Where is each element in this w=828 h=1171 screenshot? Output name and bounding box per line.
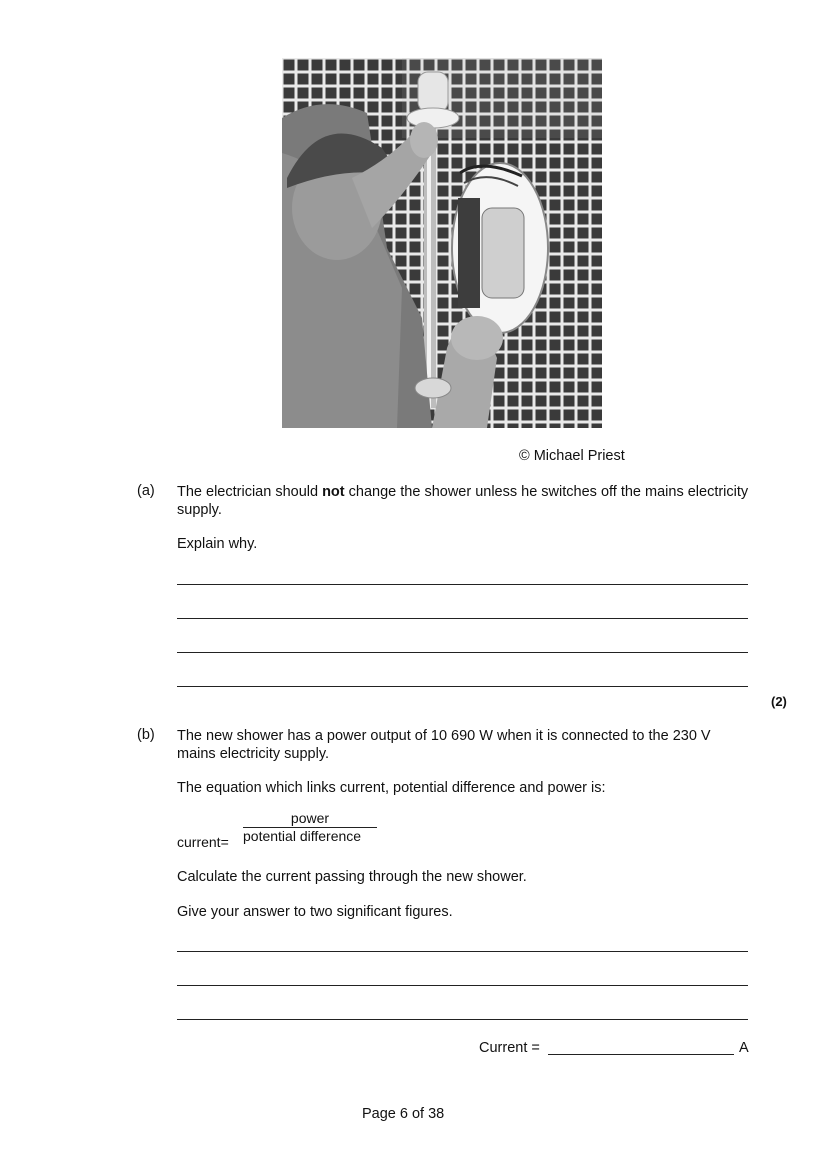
- answer-line[interactable]: [177, 652, 748, 653]
- part-b-instruction-1: Calculate the current passing through the new shower.: [177, 869, 527, 885]
- part-a-question: [177, 483, 752, 519]
- answer-line[interactable]: [177, 686, 748, 687]
- answer-line[interactable]: [177, 1019, 748, 1020]
- photo-credit: © Michael Priest: [519, 448, 625, 464]
- answer-line[interactable]: [177, 951, 748, 952]
- page-number: Page 6 of 38: [362, 1106, 445, 1122]
- part-a-text-start: The electrician should: [177, 484, 323, 500]
- current-unit: A: [739, 1040, 749, 1056]
- answer-line[interactable]: [177, 985, 748, 986]
- current-answer-input[interactable]: [548, 1054, 734, 1055]
- part-a-marks: (2): [771, 694, 787, 709]
- part-b-statement: The new shower has a power output of 10 690 W when it is connected to the 230 V mains electricity supply.: [177, 728, 711, 762]
- shower-installation-photo: [282, 58, 602, 428]
- answer-line[interactable]: [177, 618, 748, 619]
- current-answer-label: Current =: [479, 1040, 540, 1056]
- part-a-text-end: change the shower unless he switches off the mains electricity supply.: [177, 484, 749, 518]
- part-a-label: (a): [137, 483, 155, 499]
- answer-line[interactable]: [177, 584, 748, 585]
- part-a-instruction: Explain why.: [177, 536, 258, 552]
- part-b-instruction-2: Give your answer to two significant figures.: [177, 904, 453, 920]
- equation-lhs: current=: [177, 834, 229, 850]
- equation-intro: The equation which links current, potential difference and power is:: [177, 780, 606, 796]
- equation-denominator: potential difference: [243, 828, 362, 844]
- part-a-bold-word: not: [322, 484, 345, 500]
- part-b-label: (b): [137, 727, 155, 743]
- equation-numerator: power: [243, 810, 377, 828]
